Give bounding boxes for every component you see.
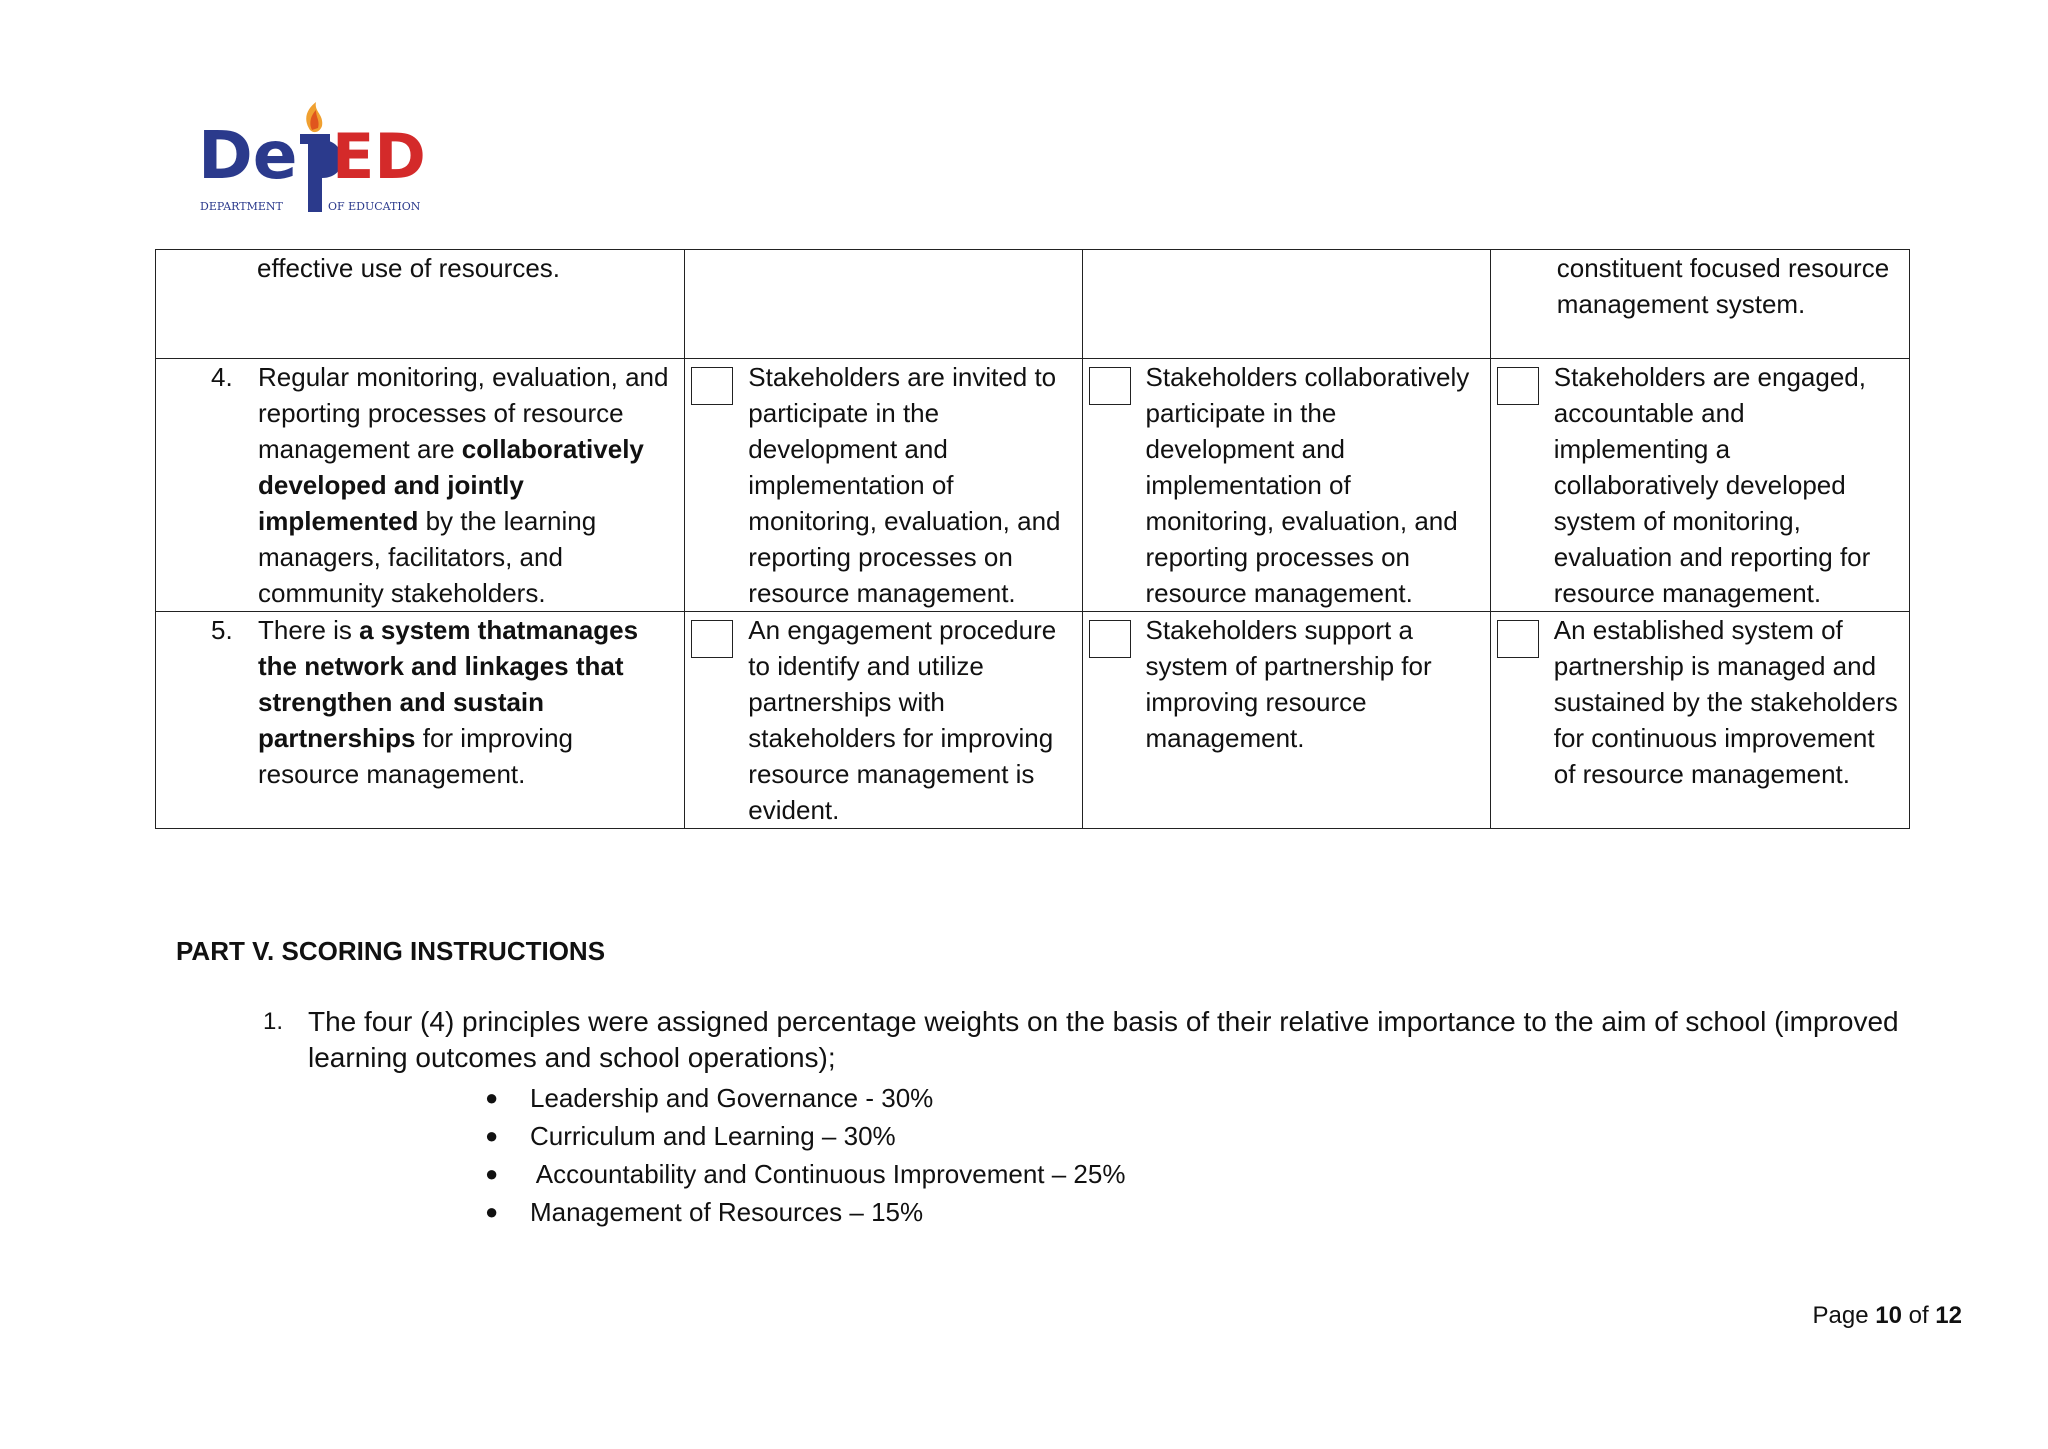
level-2-text: Stakeholders support a system of partnership for improving resource management.	[1145, 615, 1432, 753]
level-2-cell	[1082, 359, 1490, 612]
level-1-checkbox[interactable]	[691, 620, 733, 658]
list-item: ● Leadership and Governance - 30%	[485, 1079, 1125, 1117]
level-3-text: Stakeholders are engaged, accountable and implementing a collaboratively developed system of monitoring, evaluation and reporting for resource management.	[1553, 362, 1871, 608]
svg-text:ED: ED	[332, 120, 426, 193]
indicator-number: 4.	[211, 362, 233, 392]
level-2-text: Stakeholders collaboratively participate in the development and implementation of monitoring, evaluation, and reporting processes on resource management.	[1145, 362, 1470, 608]
section-heading: PART V. SCORING INSTRUCTIONS	[176, 936, 606, 966]
indicator-text: Regular monitoring, evaluation, and reporting processes of resource management are collaboratively developed and jointly implemented by the learning managers, facilitators, and community stakeholders.	[258, 362, 669, 608]
level-2-cell	[1082, 250, 1490, 359]
instruction-item	[263, 1004, 1923, 1076]
svg-text:De: De	[198, 117, 298, 194]
level-1-cell	[685, 612, 1082, 829]
list-item: ● Accountability and Continuous Improvement – 25%	[485, 1155, 1125, 1193]
bullet-icon: ●	[485, 1123, 499, 1148]
indicator-text: There is a system thatmanages the network and linkages that strengthen and sustain partnerships for improving resource management.	[258, 615, 639, 789]
indicator-cell	[156, 250, 685, 359]
bullet-icon: ●	[485, 1085, 499, 1110]
level-3-cell	[1490, 359, 1909, 612]
level-2-checkbox[interactable]	[1089, 620, 1131, 658]
list-item: ● Management of Resources – 15%	[485, 1193, 1125, 1231]
table-row	[156, 359, 1910, 612]
level-3-cell	[1490, 250, 1909, 359]
table-row	[156, 250, 1910, 359]
bullet-icon: ●	[485, 1161, 499, 1186]
svg-text:DEPARTMENT: DEPARTMENT	[200, 200, 283, 213]
rubric-table	[155, 249, 1910, 829]
table-row	[156, 612, 1910, 829]
weights-list	[485, 1079, 1125, 1231]
level-2-cell	[1082, 612, 1490, 829]
page-number: Page 10 of 12	[1812, 1302, 1962, 1329]
bullet-icon: ●	[485, 1199, 499, 1224]
indicator-number: 5.	[211, 615, 233, 645]
level-1-cell	[685, 250, 1082, 359]
svg-text:OF EDUCATION: OF EDUCATION	[328, 200, 421, 213]
level-3-checkbox[interactable]	[1497, 367, 1539, 405]
instruction-text: The four (4) principles were assigned percentage weights on the basis of their relative importance to the aim of school (improved learning outcomes and school operations);	[308, 1006, 1899, 1073]
indicator-cell	[156, 359, 685, 612]
indicator-cell	[156, 612, 685, 829]
level-3-text: An established system of partnership is managed and sustained by the stakeholders for continuous improvement of resource management.	[1553, 615, 1898, 789]
level-3-cell	[1490, 612, 1909, 829]
list-item: ● Curriculum and Learning – 30%	[485, 1117, 1125, 1155]
instruction-number: 1.	[263, 1008, 284, 1035]
level-1-checkbox[interactable]	[691, 367, 733, 405]
level-3-text: constituent focused resource management system.	[1556, 253, 1890, 319]
level-1-cell	[685, 359, 1082, 612]
level-1-text: An engagement procedure to identify and utilize partnerships with stakeholders for improving resource management is evident.	[748, 615, 1057, 825]
level-1-text: Stakeholders are invited to participate in the development and implementation of monitoring, evaluation, and reporting processes on resource management.	[748, 362, 1061, 608]
indicator-text: effective use of resources.	[257, 253, 561, 283]
level-2-checkbox[interactable]	[1089, 367, 1131, 405]
level-3-checkbox[interactable]	[1497, 620, 1539, 658]
deped-logo	[198, 100, 438, 220]
